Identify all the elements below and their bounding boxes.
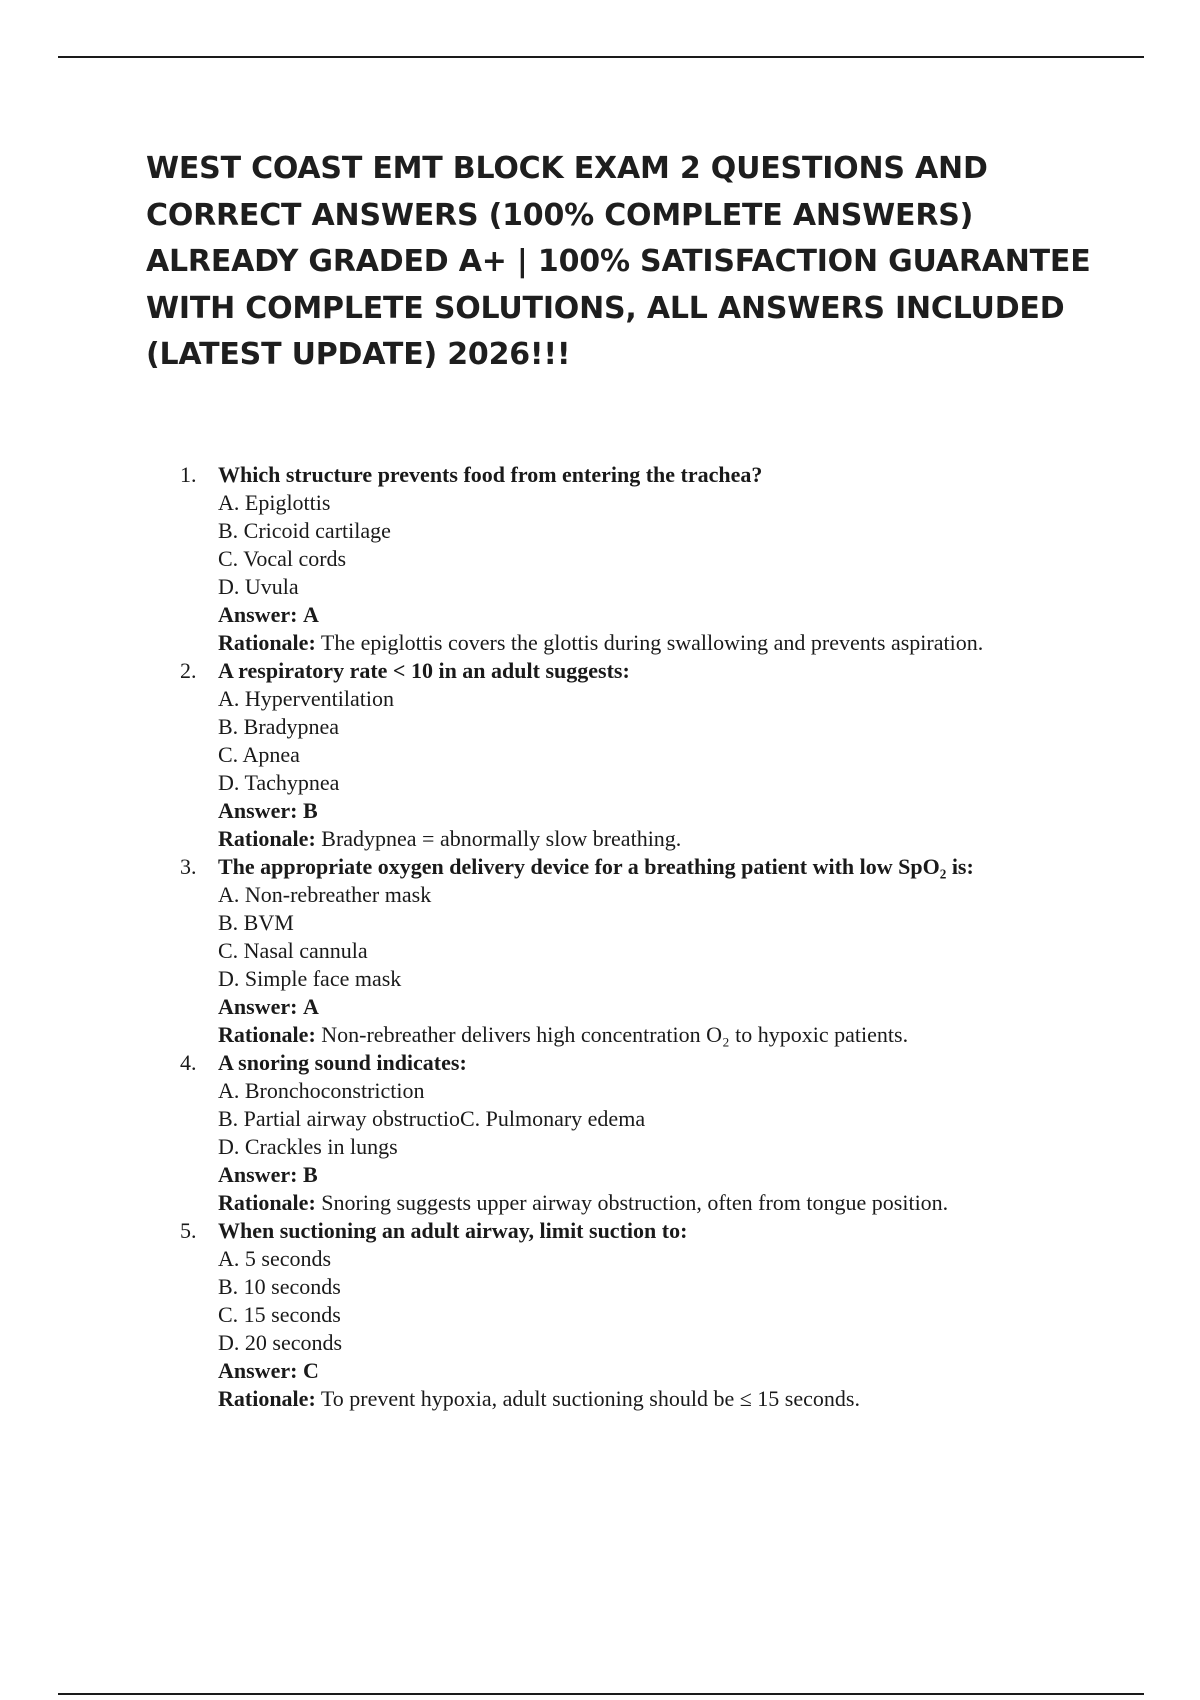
answer-value: B [302,1162,318,1187]
question-text: A snoring sound indicates: [218,1050,467,1075]
answer-line [218,1357,1140,1385]
option-a: A. Epiglottis [218,490,331,515]
answer-label: Answer: [218,602,298,627]
option-d: D. Simple face mask [218,966,402,991]
question-item [180,1049,1140,1217]
rationale-label: Rationale: [218,826,316,851]
answer-label: Answer: [218,1358,298,1383]
option-a: A. 5 seconds [218,1246,332,1271]
answer-label: Answer: [218,1162,298,1187]
answer-line [218,1161,1140,1189]
question-number: 2. [180,658,197,683]
rationale-label: Rationale: [218,1022,316,1047]
answer-line [218,601,1140,629]
rationale-label: Rationale: [218,630,316,655]
question-item [180,461,1140,657]
answer-value: C [302,1358,319,1383]
question-text: The appropriate oxygen delivery device for a breathing patient with low SpO₂ is: [218,854,974,879]
option-d: D. 20 seconds [218,1330,343,1355]
rationale-line [218,1189,1140,1217]
question-number: 1. [180,462,197,487]
option-c: C. Apnea [218,742,300,767]
option-b-c: B. Partial airway obstructioC. Pulmonary edema [218,1106,646,1131]
answer-line [218,797,1140,825]
question-item [180,1217,1140,1413]
rationale-line [218,1021,1140,1049]
question-number: 3. [180,854,197,879]
answer-label: Answer: [218,798,298,823]
answer-line [218,993,1140,1021]
question-item [180,853,1140,1049]
answer-value: A [302,602,319,627]
option-a: A. Bronchoconstriction [218,1078,425,1103]
question-list [180,461,1140,1413]
question-number: 4. [180,1050,197,1075]
option-b: B. Cricoid cartilage [218,518,391,543]
option-c: C. Nasal cannula [218,938,368,963]
option-a: A. Hyperventilation [218,686,394,711]
rationale-line [218,825,1140,853]
option-d: D. Tachypnea [218,770,340,795]
rationale-text: To prevent hypoxia, adult suctioning should be ≤ 15 seconds. [320,1386,860,1411]
option-b: B. 10 seconds [218,1274,341,1299]
question-text: Which structure prevents food from entering the trachea? [218,462,763,487]
answer-value: A [302,994,319,1019]
option-b: B. BVM [218,910,294,935]
rationale-text: Bradypnea = abnormally slow breathing. [321,826,682,851]
top-divider [58,56,1144,58]
question-item [180,657,1140,853]
rationale-text: The epiglottis covers the glottis during swallowing and prevents aspiration. [320,630,984,655]
option-d: D. Crackles in lungs [218,1134,398,1159]
option-a: A. Non-rebreather mask [218,882,432,907]
bottom-divider [58,1693,1144,1695]
question-text: When suctioning an adult airway, limit suction to: [218,1218,688,1243]
question-number: 5. [180,1218,197,1243]
answer-label: Answer: [218,994,298,1019]
option-b: B. Bradypnea [218,714,339,739]
option-c: C. 15 seconds [218,1302,341,1327]
option-c: C. Vocal cords [218,546,347,571]
option-d: D. Uvula [218,574,299,599]
rationale-text: Non-rebreather delivers high concentration O₂ to hypoxic patients. [321,1022,909,1047]
rationale-line [218,1385,1140,1413]
rationale-label: Rationale: [218,1190,316,1215]
rationale-line [218,629,1140,657]
question-text: A respiratory rate < 10 in an adult suggests: [218,658,630,683]
answer-value: B [302,798,318,823]
rationale-text: Snoring suggests upper airway obstruction, often from tongue position. [321,1190,949,1215]
document-title: WEST COAST EMT BLOCK EXAM 2 QUESTIONS AND CORRECT ANSWERS (100% COMPLETE ANSWERS) ALREADY GRADED A+ | 100% SATISFACTION GUARANTEE WITH COMPLETE SOLUTIONS, ALL ANSWERS INCLUDED (LATEST UPDATE) 2026!!! [146,151,1091,372]
rationale-label: Rationale: [218,1386,316,1411]
